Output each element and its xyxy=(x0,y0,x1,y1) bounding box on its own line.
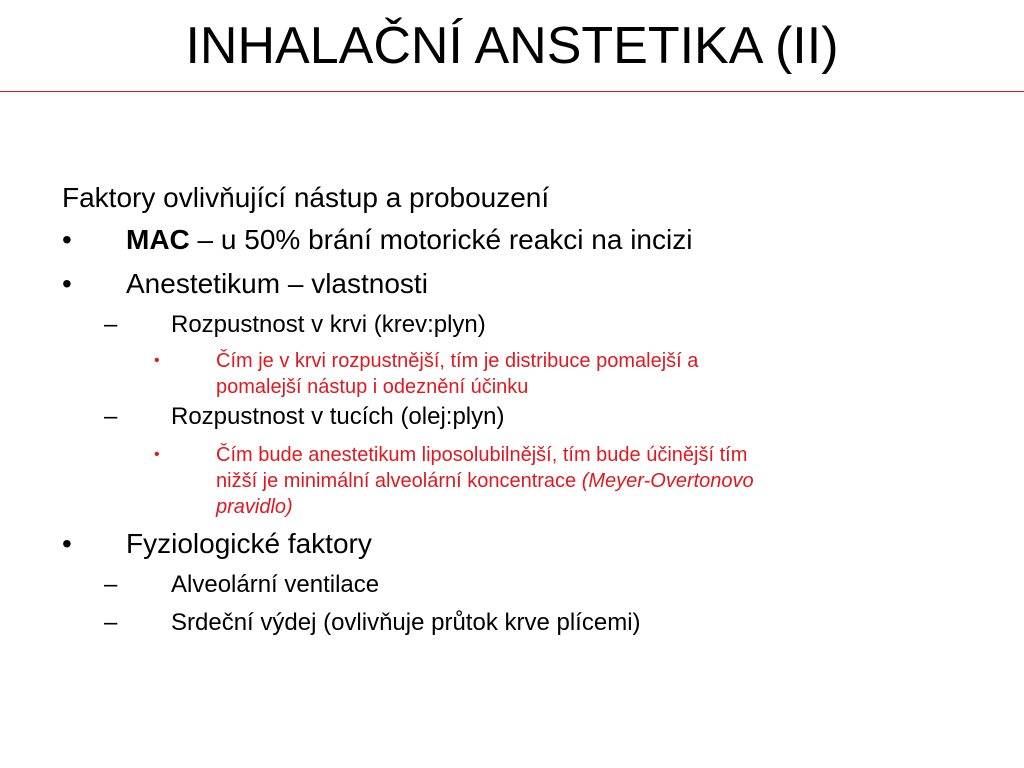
mac-term: MAC xyxy=(126,224,190,255)
small-bullet-marker: • xyxy=(154,352,160,369)
dash-marker: – xyxy=(104,571,118,598)
bullet-marker: • xyxy=(62,268,72,299)
dash-marker: – xyxy=(104,609,118,636)
dash-marker: – xyxy=(104,311,118,338)
small-bullet-marker: • xyxy=(154,446,160,463)
slide-title: INHALAČNÍ ANSTETIKA (II) xyxy=(185,17,839,75)
subitem-krev-text: Rozpustnost v krvi (krev:plyn) xyxy=(171,311,486,338)
note-krev-line1: Čím je v krvi rozpustnější, tím je distribuce pomalejší a xyxy=(216,350,699,372)
subitem-ventilace-text: Alveolární ventilace xyxy=(171,571,380,598)
bullet-mac-text xyxy=(126,220,692,260)
bullet-marker: • xyxy=(62,528,72,559)
note-tuk-text xyxy=(216,442,956,520)
mac-definition: – u 50% brání motorické reakci na incizi xyxy=(189,224,693,255)
note-krev-text xyxy=(216,348,956,400)
bullet-anestetikum-text: Anestetikum – vlastnosti xyxy=(126,268,428,299)
note-tuk-line1: Čím bude anestetikum liposolubilnější, tím bude účinější tím xyxy=(216,444,748,466)
note-tuk-line2: nižší je minimální alveolární koncentrace xyxy=(216,470,582,492)
note-krev-line2: pomalejší nástup i odeznění účinku xyxy=(216,376,529,398)
intro-heading: Faktory ovlivňující nástup a probouzení xyxy=(62,182,550,213)
note-tuk-italic-a: (Meyer-Overtonovo xyxy=(581,470,754,492)
dash-marker: – xyxy=(104,403,118,430)
bullet-fyzio-text: Fyziologické faktory xyxy=(126,528,372,559)
bullet-marker: • xyxy=(62,224,72,255)
title-divider xyxy=(0,91,1024,92)
note-tuk-italic-b: pravidlo) xyxy=(216,496,293,518)
subitem-tuk-text: Rozpustnost v tucích (olej:plyn) xyxy=(171,403,505,430)
subitem-vydej-text: Srdeční výdej (ovlivňuje průtok krve plícemi) xyxy=(171,609,641,636)
